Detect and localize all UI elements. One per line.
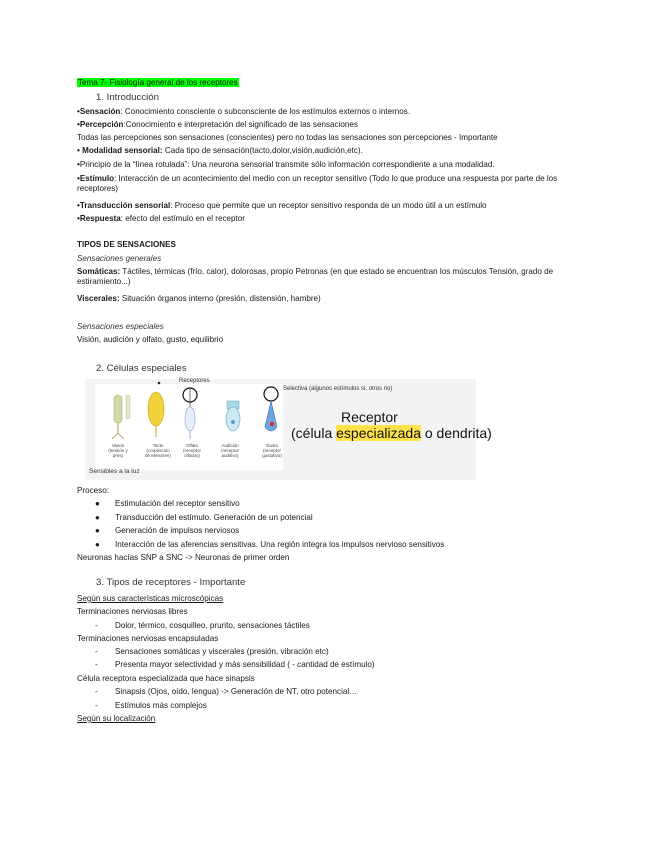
cell-label: Gusto (receptor gustativo)	[262, 443, 282, 458]
intro-term: Respuesta	[79, 214, 121, 223]
cell-label: Olfato (receptor olfativo)	[182, 443, 201, 458]
proceso-item	[95, 513, 313, 523]
sub-caracteristicas: Según sus características microscópicas	[77, 594, 224, 603]
intro-line	[77, 174, 577, 194]
proceso-item-text: Interacción de las aferencias sensitivas. Una región integra los impulsos nervioso sensitivos	[115, 539, 445, 549]
bullet: •	[77, 201, 80, 210]
libres-label: Terminaciones nerviosas libres	[77, 607, 188, 616]
list-marker: -	[95, 621, 98, 630]
intro-line	[77, 133, 577, 143]
proceso-item	[95, 540, 444, 550]
figure-label-sensibles: Sensibles a la luz	[89, 468, 140, 475]
especiales-label: Sensaciones especiales	[77, 322, 164, 331]
bullet: •	[77, 160, 80, 169]
intro-line	[77, 214, 577, 224]
cell-audicion-shape	[226, 401, 240, 431]
proceso-item	[95, 499, 240, 509]
encaps-item	[95, 647, 329, 657]
list-marker: ●	[95, 499, 100, 508]
neuronas-line: Neuronas hacías SNP a SNC -> Neuronas de primer orden	[77, 553, 290, 562]
intro-line	[77, 146, 577, 156]
document-title	[77, 78, 577, 88]
celula-item-text: Estímulos más complejos	[115, 701, 207, 710]
proceso-item-text: Estimulación del receptor sensitivo	[115, 499, 240, 508]
intro-line	[77, 160, 577, 170]
intro-term: Sensación	[79, 107, 121, 116]
viscerales-line	[77, 294, 577, 304]
viscerales-text: Situación órganos interno (presión, distensión, hambre)	[119, 294, 321, 303]
intro-line	[77, 201, 577, 211]
list-marker: ●	[95, 526, 100, 535]
section-1-heading: 1. Introducción	[96, 92, 159, 103]
figure-label-selectiva: Selectiva (algunos estímulos si, otros no)	[283, 386, 393, 392]
encaps-item-text: Presenta mayor selectividad y más sensibilidad ( - cantidad de estímulo)	[115, 660, 375, 669]
somaticas-line	[77, 267, 577, 287]
figure-subtitle-a: (célula	[291, 425, 337, 441]
receptor-figure	[85, 378, 492, 480]
list-marker: -	[95, 660, 98, 669]
somaticas-term: Somáticas:	[77, 267, 121, 276]
cell-tacto-shape	[148, 392, 164, 437]
intro-text: :Conocimiento e interpretación del significado de las sensaciones	[123, 120, 358, 129]
tipos-heading: TIPOS DE SENSACIONES	[77, 240, 176, 249]
intro-term: Estímulo	[79, 174, 115, 183]
intro-line	[77, 120, 577, 130]
list-marker: -	[95, 687, 98, 696]
encaps-item	[95, 660, 375, 670]
cell-label: Audición (receptor auditivo)	[220, 443, 239, 458]
figure-subtitle-highlight: especializada	[336, 425, 421, 441]
especiales-text: Visión, audición y olfato, gusto, equilibrio	[77, 335, 224, 344]
list-marker: ●	[95, 539, 100, 549]
circle-marker-gusto	[264, 387, 278, 401]
cell-label: Tacto (corpúsculo de Meissner)	[145, 443, 172, 458]
list-marker: -	[95, 647, 98, 656]
cell-gusto-shape	[265, 401, 277, 431]
figure-title-receptor: Receptor	[341, 409, 398, 425]
bullet: •	[77, 107, 80, 116]
figure-subtitle	[291, 425, 492, 441]
celula-item	[95, 687, 357, 697]
bullet: •	[77, 214, 80, 223]
somaticas-text: Táctiles, térmicas (frío, calor), dolorosas, propio Petronas (en que estado se encuentran los músculos Tensión, grado de estiramiento...)	[77, 267, 554, 286]
celula-item	[95, 701, 207, 711]
intro-text: : Conocimiento consciente o subconsciente de los estímulos externos o internos.	[120, 107, 411, 116]
intro-text: Principio de la “línea rotulada”: Una neurona sensorial transmite sólo información correspondiente a una modalidad.	[79, 160, 495, 169]
generales-label: Sensaciones generales	[77, 254, 162, 263]
intro-text: : Interacción de un acontecimiento del medio con un receptor sensitivo (Todo lo que produce una respuesta por parte de los receptores)	[77, 174, 558, 193]
libres-item-text: Dolor, térmico, cosquilleo, prurito, sensaciones táctiles	[115, 621, 310, 630]
encaps-label: Terminaciones nerviosas encapsuladas	[77, 634, 219, 643]
proceso-item	[95, 526, 239, 536]
intro-term: Transducción sensorial	[79, 201, 171, 210]
intro-text: Todas las percepciones son sensaciones (conscientes) pero no todas las sensaciones son percepciones - Importante	[77, 133, 498, 142]
proceso-item-text: Generación de impulsos nerviosos	[115, 526, 240, 535]
proceso-item-text: Transducción del estímulo. Generación de un potencial	[115, 512, 313, 522]
celula-label: Célula receptora especializada que hace sinapsis	[77, 674, 255, 683]
sub-localizacion: Según su localización	[77, 714, 156, 723]
intro-term: Percepción	[79, 120, 124, 129]
figure-subtitle-b: o dendrita)	[420, 425, 492, 441]
intro-text: Cada tipo de sensación(tacto,dolor,visión,audición,etc).	[162, 146, 363, 155]
section-3-heading: 3. Tipos de receptores - Importante	[96, 577, 246, 588]
section-2-heading: 2. Células especiales	[96, 363, 187, 374]
intro-text: : Proceso que permite que un receptor sensitivo responda de un modo útil a un estímulo	[170, 201, 487, 210]
bullet: •	[77, 174, 80, 183]
figure-label-receptores: Receptores	[179, 378, 210, 384]
viscerales-term: Viscerales:	[77, 294, 120, 303]
encaps-item-text: Sensaciones somáticas y viscerales (presión, vibración etc)	[115, 647, 329, 656]
bullet: •	[77, 120, 80, 129]
intro-term: Modalidad sensorial:	[82, 146, 163, 155]
cell-olfato-shape	[185, 388, 195, 439]
list-marker: ●	[95, 512, 100, 522]
celula-item-text: Sinapsis (Ojos, oído, lengua) -> Generación de NT, otro potencial…	[115, 687, 358, 696]
libres-item	[95, 621, 310, 631]
cell-vasos-shape	[112, 395, 130, 439]
intro-text: : efecto del estímulo en el receptor	[120, 214, 245, 223]
cell-label: Vasos (tensión y pres)	[108, 443, 128, 458]
proceso-label: Proceso:	[77, 486, 109, 495]
intro-line	[77, 107, 577, 117]
bullet: •	[77, 146, 83, 155]
title-highlight: Tema 7- Fisiología general de los receptores	[78, 78, 238, 87]
list-marker: -	[95, 701, 98, 710]
dot-marker	[158, 382, 161, 385]
